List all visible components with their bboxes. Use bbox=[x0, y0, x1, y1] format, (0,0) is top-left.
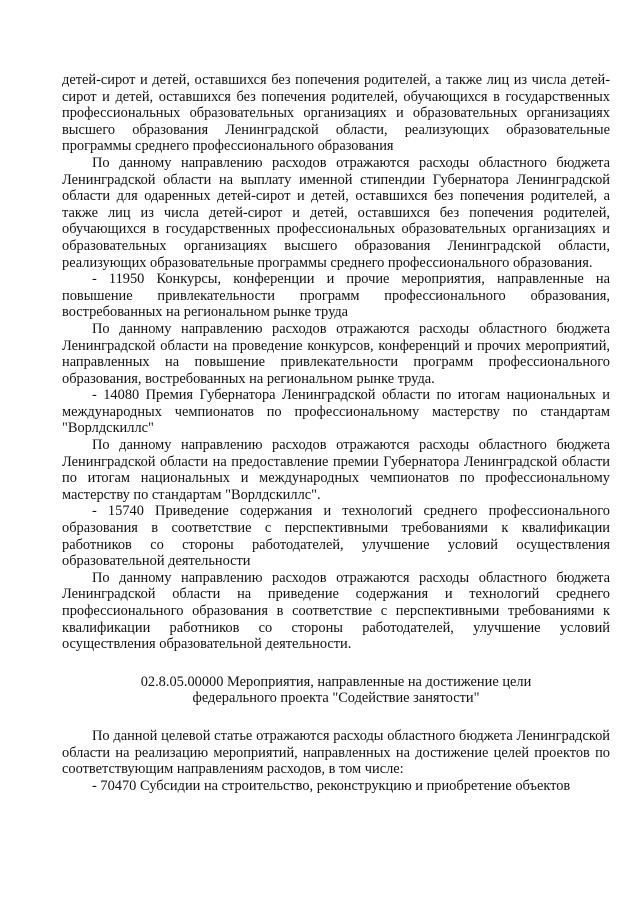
paragraph: По данному направлению расходов отражаются расходы областного бюджета Ленинградской области на приведение содержания и технологий среднего профессионального образования в соответствие с перспективными требованиями к квалификации работников со стороны работодателей, улучшение условий осуществления образовательной деятельности. bbox=[62, 569, 610, 653]
section-heading bbox=[62, 674, 610, 707]
paragraph: - 14080 Премия Губернатора Ленинградской области по итогам национальных и международных чемпионатов по профессиональному мастерству по стандартам "Ворлдскиллс" bbox=[62, 387, 610, 437]
section-heading-line-1: 02.8.05.00000 Мероприятия, направленные на достижение цели bbox=[140, 673, 532, 690]
paragraph: детей-сирот и детей, оставшихся без попечения родителей, а также лиц из числа детей-сирот и детей, оставшихся без попечения родителей, обучающихся в государственных профессиональных образовательных организациях и образовательных организациях высшего образования Ленинградской области, реализующих образовательные программы среднего профессионального образования bbox=[62, 72, 610, 155]
paragraph: По данной целевой статье отражаются расходы областного бюджета Ленинградской области на реализацию мероприятий, направленных на достижение целей проектов по соответствующим направлениям расходов, в том числе: bbox=[62, 727, 610, 778]
document-body bbox=[62, 72, 610, 794]
section-heading-line-2: федерального проекта "Содействие занятости" bbox=[192, 690, 480, 707]
paragraph: По данному направлению расходов отражаются расходы областного бюджета Ленинградской области на проведение конкурсов, конференций и прочих мероприятий, направленных на повышение привлекательности программ профессионального образования, востребованных на региональном рынке труда. bbox=[62, 320, 610, 387]
paragraph: - 70470 Субсидии на строительство, реконструкцию и приобретение объектов bbox=[92, 777, 571, 794]
paragraph: По данному направлению расходов отражаются расходы областного бюджета Ленинградской области на предоставление премии Губернатора Ленинградской области по итогам национальных и международных чемпионатов по профессиональному мастерству по стандартам "Ворлдскиллс". bbox=[62, 437, 610, 503]
paragraph: - 15740 Приведение содержания и технологий среднего профессионального образования в соответствие с перспективными требованиями к квалификации работников со стороны работодателей, улучшение условий осуществления образовательной деятельности bbox=[62, 503, 610, 570]
paragraph: По данному направлению расходов отражаются расходы областного бюджета Ленинградской области на выплату именной стипендии Губернатора Ленинградской области для одаренных детей-сирот и детей, оставшихся без попечения родителей, а также лиц из числа детей-сирот и детей, оставшихся без попечения родителей, обучающихся в государственных профессиональных образовательных организациях и образовательных организациях высшего образования Ленинградской области, реализующих образовательные программы среднего профессионального образования. bbox=[62, 154, 610, 271]
paragraph: - 11950 Конкурсы, конференции и прочие мероприятия, направленные на повышение привлекательности программ профессионального образования, востребованных на региональном рынке труда bbox=[62, 271, 610, 321]
